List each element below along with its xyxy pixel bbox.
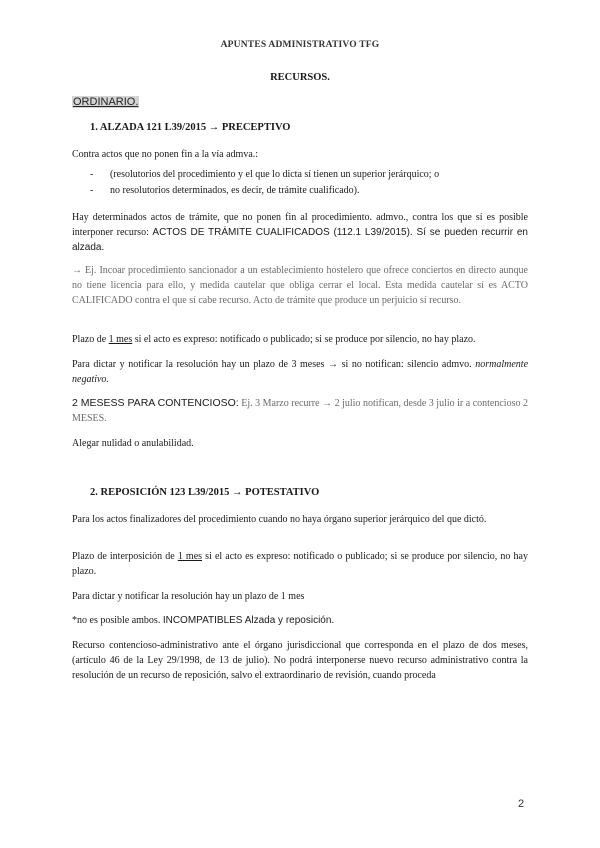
page-title: RECURSOS. xyxy=(270,72,330,83)
dictar-italic: normalmente negativo. xyxy=(72,359,529,385)
plazo-pre: Plazo de xyxy=(72,334,109,345)
page-number: 2 xyxy=(518,798,525,810)
bullet-item: (resolutorios del procedimiento y el que lo dicta sí tienen un superior jerárquico; o xyxy=(110,169,440,180)
section-2-plazo-paragraph xyxy=(72,549,528,579)
alegar-paragraph: Alegar nulidad o anulabilidad. xyxy=(72,438,194,449)
plazo-post: si el acto es expreso: notificado o publicado; si se produce por silencio, no hay plazo. xyxy=(132,334,476,345)
ordinario-label: ORDINARIO. xyxy=(73,96,139,108)
dictar-paragraph xyxy=(72,357,528,387)
section-1-intro: Contra actos que no ponen fin a la vía admva.: xyxy=(72,149,259,160)
running-header: APUNTES ADMINISTRATIVO TFG xyxy=(220,40,380,50)
section-2-dictar-paragraph: Para dictar y notificar la resolución hay un plazo de 1 mes xyxy=(72,591,305,602)
plazo-underlined: 1 mes xyxy=(108,334,133,345)
note-pre: *no es posible ambos. xyxy=(72,615,161,626)
note-sans: INCOMPATIBLES Alzada y reposición. xyxy=(162,615,335,626)
paragraph-tramite xyxy=(72,210,528,255)
paragraph-tramite-text: Hay determinados actos de trámite, que no ponen fin al procedimiento. admvo., contra los que sí es posible interponer recurso: xyxy=(72,212,528,238)
plazo-paragraph xyxy=(72,332,528,347)
incompatibles-note xyxy=(72,613,528,628)
dictar-text: Para dictar y notificar la resolución hay un plazo de 3 meses → si no notifican: silencio admvo. xyxy=(72,359,472,370)
bullet-item: no resolutorios determinados, es decir, de trámite cualificado). xyxy=(110,185,360,196)
contencioso-administrativo-paragraph: Recurso contencioso-administrativo ante el órgano jurisdiccional que corresponda en el plazo de dos meses, (artículo 46 de la Ley 29/1998, de 13 de julio). No podrá interponerse nuevo recurso administrativo contra la resolución de un recurso de reposición, salvo el extraordinario de revisión, cuando proceda xyxy=(72,640,528,681)
section-2-heading: 2. REPOSICIÓN 123 L39/2015 → POTESTATIVO xyxy=(90,487,320,498)
section-1-heading: 1. ALZADA 121 L39/2015 → PRECEPTIVO xyxy=(90,122,291,133)
contencioso-paragraph xyxy=(72,396,528,426)
contencioso-label: 2 MESESS PARA CONTENCIOSO: xyxy=(72,397,239,409)
section-2-paragraph: Para los actos finalizadores del procedimiento cuando no haya órgano superior jerárquico del que dictó. xyxy=(72,514,487,525)
bullet-dash: - xyxy=(90,169,94,180)
bullet-dash: - xyxy=(90,185,94,196)
contencioso-text: Ej. 3 Marzo recurre → 2 julio notifican, desde 3 julio ir a contencioso 2 MESES. xyxy=(72,398,528,424)
example-paragraph: → Ej. Incoar procedimiento sancionador a un establecimiento hostelero que ofrece conciertos en directo aunque no tiene licencia para ello, y medida cautelar que obliga cerrar el local. Esta medida cautelar sí es ACTO CALIFICADO contra el que sí cabe recurso. Acto de trámite que produce un perjuicio sí recurso. xyxy=(72,265,528,306)
plazo-pre: Plazo de interposición de xyxy=(72,551,178,562)
plazo-underlined: 1 mes xyxy=(177,551,203,562)
paragraph-tramite-sans: ACTOS DE TRÁMITE CUALIFICADOS (112.1 L39/2015). Sí se pueden recurrir en alzada. xyxy=(72,227,528,253)
plazo-post: si el acto es expreso: notificado o publicado; si se produce por silencio, no hay plazo. xyxy=(72,551,528,577)
